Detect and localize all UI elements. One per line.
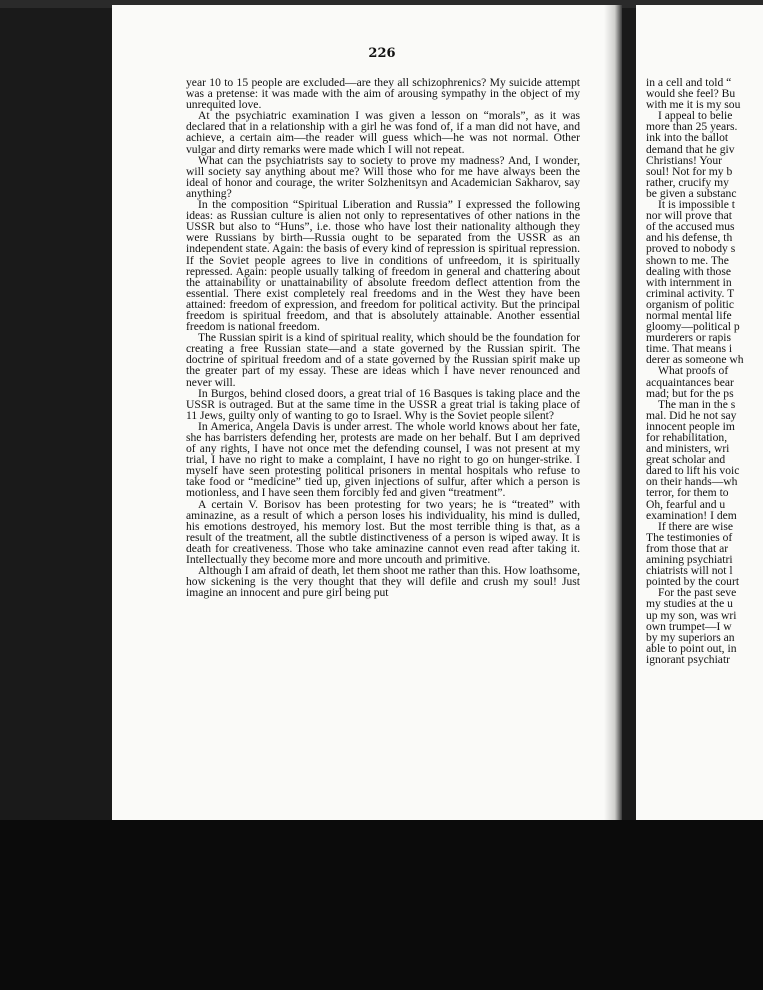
text-line: own trumpet—I w <box>646 619 732 633</box>
paragraph: In the composition “Spiritual Liberation and Russia” I expressed the following ideas: as Russian culture is alien not only to representatives of other nations in the USSR but also to “Huns”, i.e. those who have lost their nationality although they were Russians by birth—Russia ought to be separated from the USSR as an independent state. Again: the basis of every kind of repression is spiritual repression. If the Soviet people agrees to live in conditions of unfreedom, it is spiritually repressed. Again: people usually talking of freedom in general and chattering about the attainability or unattainability of absolute freedom deflect attention from the essential. There exist completely real freedoms and in the West they have been attained: freedom of expression, and freedom for political activity. But the principal freedom is spiritual freedom, and that is absolutely attainable. Another essential freedom is national freedom. <box>186 198 580 334</box>
text-line: criminal activity. T <box>646 286 735 300</box>
left-page-text <box>186 77 580 598</box>
text-line: murderers or rapis <box>646 331 731 345</box>
text-line: with internment in <box>646 275 732 289</box>
text-line: time. That means i <box>646 342 733 356</box>
text-line: normal mental life <box>646 308 732 322</box>
text-line: ignorant psychiatr <box>646 652 731 666</box>
text-line: I appeal to belie <box>658 109 733 123</box>
text-line: examination! I dem <box>646 508 737 522</box>
text-line: would she feel? Bu <box>646 87 736 101</box>
text-line: The testimonies of <box>646 530 733 544</box>
text-line: shown to me. The <box>646 253 729 267</box>
page-number: 226 <box>368 46 396 61</box>
text-line: mad; but for the ps <box>646 386 734 400</box>
text-line: be given a substanc <box>646 186 737 200</box>
right-page <box>636 5 763 830</box>
text-line: gloomy—political p <box>646 320 740 334</box>
scan-bottom-border <box>0 820 763 990</box>
text-line: of the accused mus <box>646 220 735 234</box>
text-line: Oh, fearful and u <box>646 497 726 511</box>
text-line: my studies at the u <box>646 597 733 611</box>
text-line: in a cell and told “ <box>646 76 732 89</box>
text-line: ink into the ballot <box>646 131 729 145</box>
text-line: by my superiors an <box>646 630 735 644</box>
paragraph: Although I am afraid of death, let them shoot me rather than this. How loathsome, how sickening is the very thought that they will defile and crush my soul! Just imagine an innocent and pure girl being put <box>186 564 580 600</box>
text-line: amining psychiatri <box>646 553 733 567</box>
paragraph: A certain V. Borisov has been protesting for two years; he is “treated” with aminazine, as a result of which a person loses his individuality, his mind is dulled, his emotions destroyed, his memory lost. But the most terrible thing is that, as a result of the treatment, all the subtle distinctiveness of a person is wiped away. It is death for creativeness. Those who take aminazine cannot even read after taking it. Intellectually they become more and more uncouth and primitive. <box>186 497 580 567</box>
text-line: and his defense, th <box>646 231 733 245</box>
text-line: organism of politic <box>646 297 735 311</box>
text-line: on their hands—wh <box>646 475 738 489</box>
text-line: for rehabilitation, <box>646 431 728 444</box>
text-line: chiatrists will not l <box>646 564 733 578</box>
paragraph: The Russian spirit is a kind of spiritual reality, which should be the foundation for creating a free Russian state—and a state governed by the Russian spirit. The doctrine of spiritual freedom and of a state governed by the Russian spirit make up the greater part of my essay. These are ideas which I have never renounced and never will. <box>186 331 580 389</box>
text-line: terror, for them to <box>646 486 729 500</box>
text-line: If there are wise <box>658 519 733 533</box>
text-line: For the past seve <box>658 586 737 600</box>
text-line: and ministers, wri <box>646 442 730 456</box>
text-line: The man in the s <box>658 397 736 411</box>
text-line: derer as someone wh <box>646 353 744 367</box>
text-line: soul! Not for my b <box>646 164 733 178</box>
text-line: able to point out, in <box>646 641 737 655</box>
book-gutter <box>604 5 622 845</box>
text-line: What proofs of <box>658 364 729 378</box>
text-line: dealing with those <box>646 264 732 278</box>
text-line: from those that ar <box>646 541 729 555</box>
text-line: rather, crucify my <box>646 175 729 189</box>
text-line: innocent people im <box>646 419 735 433</box>
text-line: more than 25 years. <box>646 120 738 134</box>
text-line: acquaintances bear <box>646 375 734 389</box>
text-line: Christians! Your <box>646 153 723 167</box>
text-line: pointed by the court <box>646 575 740 589</box>
text-line: It is impossible t <box>658 198 735 212</box>
paragraph: In America, Angela Davis is under arrest. The whole world knows about her fate, she has barristers defending her, protests are made on her behalf. But I am deprived of any rights, I have not once met the defending counsel, I was not present at my trial, I have no right to make a complaint, I have no right to go on hunger-strike. I myself have seen protesting political prisoners in mental hospitals who refuse to take food or “medicine” tied up, given injections of sulfur, after which a person is motionless, and I have seen them forcibly fed and given “treatment”. <box>186 419 580 500</box>
paragraph: In Burgos, behind closed doors, a great trial of 16 Basques is taking place and the USSR is outraged. But at the same time in the USSR a great trial is taking place of 11 Jews, guilty only of wanting to go to Israel. Why is the Soviet people silent? <box>186 386 580 422</box>
text-line: demand that he giv <box>646 142 735 156</box>
text-line: great scholar and <box>646 453 726 467</box>
paragraph: At the psychiatric examination I was given a lesson on “morals”, as it was declared that in a relationship with a girl he was fond of, if a man did not have, and achieve, a certain aim—the reader will guess which—he was not normal. Other vulgar and dirty remarks were made which I will not repeat. <box>186 109 580 156</box>
text-line: dared to lift his voic <box>646 464 740 478</box>
text-line: up my son, was wri <box>646 608 737 622</box>
text-line: with me it is my sou <box>646 98 741 112</box>
text-line: proved to nobody s <box>646 242 736 256</box>
text-line: mal. Did he not say <box>646 408 737 422</box>
paragraph: What can the psychiatrists say to society to prove my madness? And, I wonder, will society say anything about me? Will those who for me have always been the ideal of honor and courage, the writer Solzhenitsyn and Academician Sakharov, say anything? <box>186 153 580 200</box>
paragraph: year 10 to 15 people are excluded—are they all schizophrenics? My suicide attempt was a pretense: it was made with the aim of arousing sympathy in the object of my unrequited love. <box>186 76 580 112</box>
right-page-text <box>646 77 763 665</box>
text-line: nor will prove that <box>646 209 732 223</box>
